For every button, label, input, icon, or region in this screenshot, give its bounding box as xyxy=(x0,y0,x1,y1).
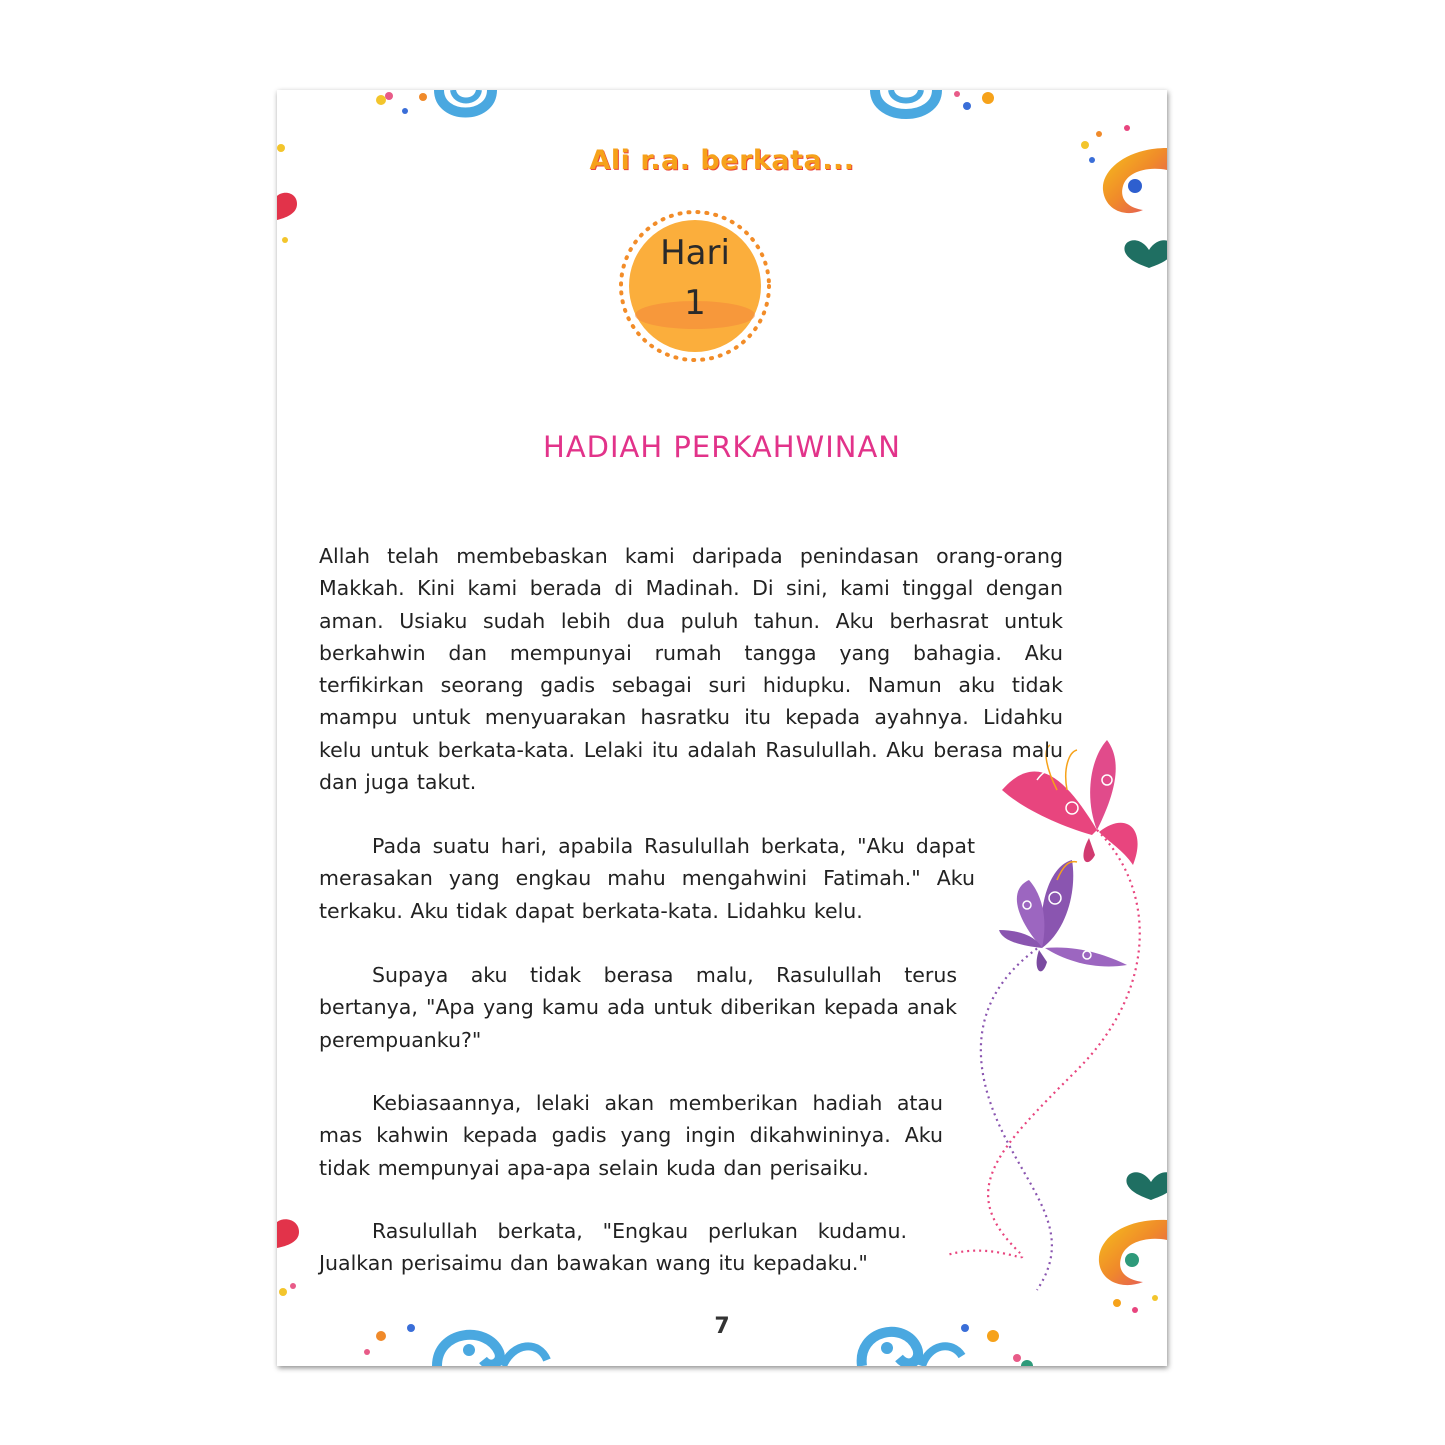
heart-icon xyxy=(1124,240,1167,268)
swirl-icon xyxy=(875,90,937,114)
dot-icon xyxy=(279,1283,296,1296)
heart-icon xyxy=(277,193,297,220)
chapter-title: HADIAH PERKAHWINAN xyxy=(543,430,901,464)
heart-icon xyxy=(277,1219,299,1248)
day-badge-label: Hari xyxy=(660,233,730,273)
story-paragraph: Allah telah membebaskan kami daripada penindasan orang-orang Makkah. Kini kami berada di Madinah. Di sini, kami tinggal dengan aman. Usiaku sudah lebih dua puluh tahun. Aku berhasrat untuk berkahwin dan mempunyai rumah tangga yang bahagia. Aku terfikirkan seorang gadis sebagai suri hidupku. Namun aku tidak mampu untuk menyuarakan hasratku itu kepada ayahnya. Lidahku kelu untuk berkata-kata. Lelaki itu adalah Rasulullah. Aku berasa malu dan juga takut. xyxy=(319,544,1063,795)
swirl-icon xyxy=(1099,1220,1167,1313)
swirl-icon xyxy=(437,1335,547,1366)
heart-icon xyxy=(1126,1172,1167,1200)
day-badge-number: 1 xyxy=(684,283,706,323)
story-paragraph: Rasulullah berkata, "Engkau perlukan kudamu. Jualkan perisaimu dan bawakan wang itu kepadaku." xyxy=(319,1219,907,1276)
butterfly-purple-icon xyxy=(999,860,1127,971)
book-page xyxy=(277,90,1167,1366)
swirl-icon xyxy=(439,90,492,113)
story-paragraph: Supaya aku tidak berasa malu, Rasulullah terus bertanya, "Apa yang kamu ada untuk diberikan kepada anak perempuanku?" xyxy=(319,963,957,1052)
page-subtitle: Ali r.a. berkata... xyxy=(589,145,855,176)
story-paragraph: Pada suatu hari, apabila Rasulullah berkata, "Aku dapat merasakan yang engkau mahu mengahwini Fatimah." Aku terkaku. Aku tidak dapat berkata-kata. Lidahku kelu. xyxy=(319,834,975,923)
page-number: 7 xyxy=(714,1314,730,1339)
story-paragraph: Kebiasaannya, lelaki akan memberikan hadiah atau mas kahwin kepada gadis yang ingin dikahwininya. Aku tidak mempunyai apa-apa selain kuda dan perisaiku. xyxy=(319,1091,943,1180)
